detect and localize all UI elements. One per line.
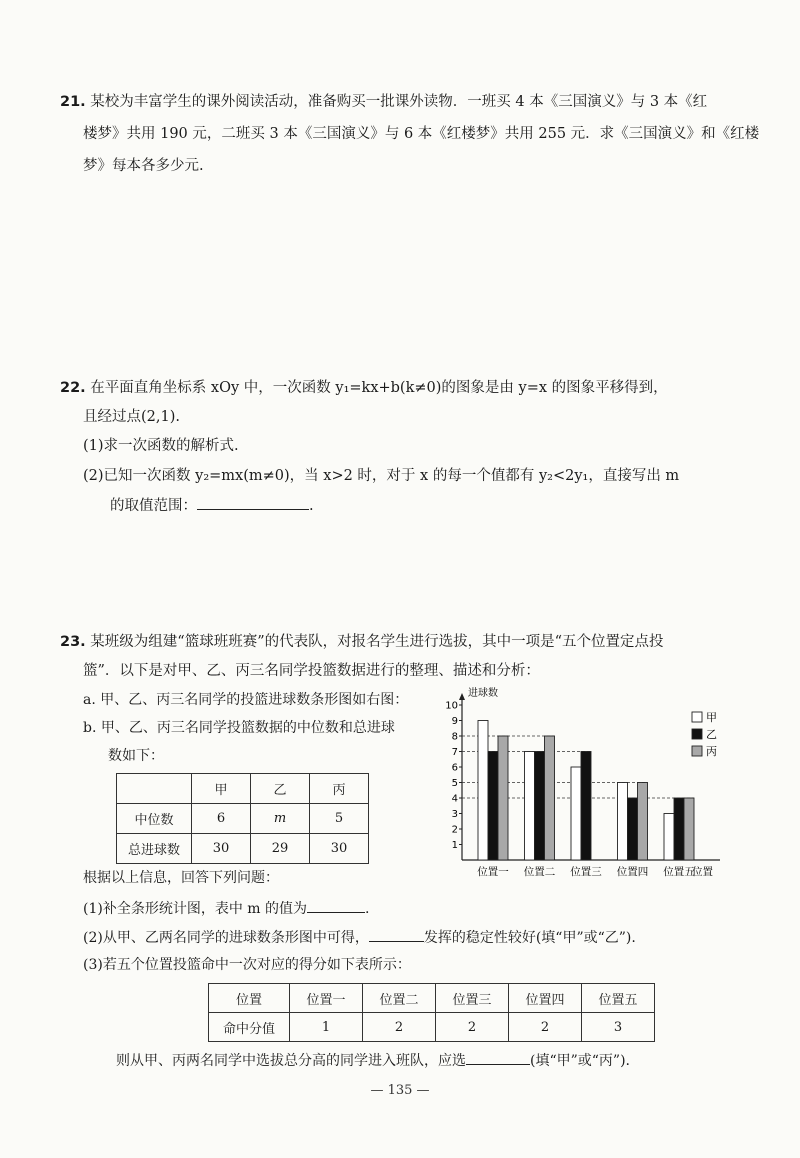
q22-text: 在平面直角坐标系 xOy 中，一次函数 y₁=kx+b(k≠0)的图象是由 y=x 的图象平移得到， [90,380,668,396]
x-axis-label: 位置 [692,866,713,878]
table-cell: 5 [310,804,369,834]
bar-乙 [628,798,638,860]
table-cell: 位置三 [436,984,509,1013]
answer-blank[interactable] [369,927,424,942]
table-cell: 29 [251,834,310,864]
table-cell: 6 [192,804,251,834]
q23-item-b-cont: 数如下： [108,748,164,764]
q23-line-1 [60,632,664,652]
table-cell: 2 [509,1013,582,1042]
x-tick-label: 位置五 [663,866,695,878]
q22-line-5 [110,495,314,516]
bar-乙 [488,752,498,861]
q21-line-1 [60,92,707,112]
table-cell: 位置四 [509,984,582,1013]
table-cell: 命中分值 [209,1013,290,1042]
bar-乙 [535,752,545,861]
table-row [209,1013,655,1042]
bar-甲 [478,721,488,861]
q22-line-2: 且经过点(2,1). [83,409,180,425]
q23-sub-2 [83,927,636,948]
y-tick-label: 8 [451,731,458,743]
y-tick-label: 6 [451,762,458,774]
q21-line-2: 楼梦》共用 190 元，二班买 3 本《三国演义》与 6 本《红楼梦》共用 255 元．求《三国演义》和《红楼 [83,126,760,142]
sub1-text: (1)补全条形统计图，表中 m 的值为 [83,901,308,917]
table-cell: 甲 [192,774,251,804]
bar-乙 [581,752,591,861]
y-axis-arrow [459,693,465,700]
table-cell: 位置二 [363,984,436,1013]
table-cell: 位置 [209,984,290,1013]
q22-line-4: (2)已知一次函数 y₂=mx(m≠0)，当 x>2 时，对于 x 的每一个值都有 y₂<2y₁，直接写出 m [83,468,680,484]
sub1-end: . [365,901,370,917]
table-cell: 中位数 [117,804,192,834]
bar-丙 [638,783,648,861]
y-tick-label: 10 [445,700,458,712]
q23-item-a: a. 甲、乙、丙三名同学的投篮进球数条形图如右图： [83,692,409,708]
question-number: 21. [60,94,86,110]
bar-丙 [498,736,508,860]
bar-甲 [618,783,628,861]
q21-text: 某校为丰富学生的课外阅读活动，准备购买一批课外读物．一班买 4 本《三国演义》与 3 本《红 [90,94,708,110]
legend-swatch [692,712,702,722]
legend-swatch [692,729,702,739]
table-header-row [209,984,655,1013]
table-cell: 总进球数 [117,834,192,864]
y-tick-label: 9 [451,716,458,727]
q23-sub-3: (3)若五个位置投篮命中一次对应的得分如下表所示： [83,957,411,973]
y-tick-label: 2 [451,824,458,836]
final-text-end: (填“甲”或“丙”). [530,1053,631,1069]
question-number: 22. [60,380,86,396]
q22-line5-text: 的取值范围： [110,498,197,514]
answer-blank[interactable] [307,898,365,913]
table-cell: m [251,804,310,834]
q23-sub-1 [83,898,369,919]
legend-label: 甲 [706,711,717,724]
table-cell: 位置五 [582,984,655,1013]
q23-final [116,1050,630,1071]
answer-blank[interactable] [466,1050,530,1065]
table-cell: 位置一 [290,984,363,1013]
bar-甲 [525,752,535,861]
table-cell [117,774,192,804]
legend-swatch [692,746,702,756]
y-tick-label: 3 [451,809,458,820]
table-row [117,834,369,864]
bar-乙 [674,798,684,860]
legend-label: 乙 [706,728,717,741]
table-cell: 乙 [251,774,310,804]
legend-label: 丙 [706,745,717,758]
bar-甲 [664,814,674,861]
bar-chart [430,682,730,882]
table-cell: 丙 [310,774,369,804]
y-tick-label: 4 [451,793,458,805]
q22-line-3: (1)求一次函数的解析式. [83,438,239,454]
table-cell: 2 [436,1013,509,1042]
page-number: — 135 — [370,1083,430,1098]
y-tick-label: 7 [451,747,458,758]
y-axis-label: 进球数 [468,688,498,699]
table-row [117,804,369,834]
question-number: 23. [60,634,86,650]
q23-item-b: b. 甲、乙、丙三名同学投篮数据的中位数和总进球 [83,720,395,736]
sub2-text-end: 发挥的稳定性较好(填“甲”或“乙”). [423,930,636,946]
table-cell: 30 [310,834,369,864]
x-tick-label: 位置一 [477,866,509,878]
final-text: 则从甲、丙两名同学中选拔总分高的同学进入班队，应选 [116,1053,466,1069]
q23-intro: 根据以上信息，回答下列问题： [83,870,279,886]
x-tick-label: 位置三 [570,866,602,878]
bar-甲 [571,767,581,860]
answer-blank[interactable] [197,495,309,510]
q22-line5-end: . [309,498,314,514]
x-tick-label: 位置二 [523,866,556,878]
bar-丙 [545,736,555,860]
q23-text: 某班级为组建“篮球班班赛”的代表队，对报名学生进行选拔，其中一项是“五个位置定点投 [90,634,664,650]
q22-line-1 [60,378,668,398]
score-table [208,983,655,1042]
table-cell: 3 [582,1013,655,1042]
table-cell: 30 [192,834,251,864]
bar-丙 [684,798,694,860]
q23-line-2: 篮”．以下是对甲、乙、丙三名同学投篮数据进行的整理、描述和分析： [83,663,540,679]
table-header-row [117,774,369,804]
median-table [116,773,369,864]
q21-line-3: 梦》每本各多少元. [83,158,204,174]
table-cell: 1 [290,1013,363,1042]
x-tick-label: 位置四 [616,866,649,878]
sub2-text: (2)从甲、乙两名同学的进球数条形图中可得， [83,930,369,946]
y-tick-label: 1 [451,840,458,851]
table-cell: 2 [363,1013,436,1042]
y-tick-label: 5 [451,778,458,789]
